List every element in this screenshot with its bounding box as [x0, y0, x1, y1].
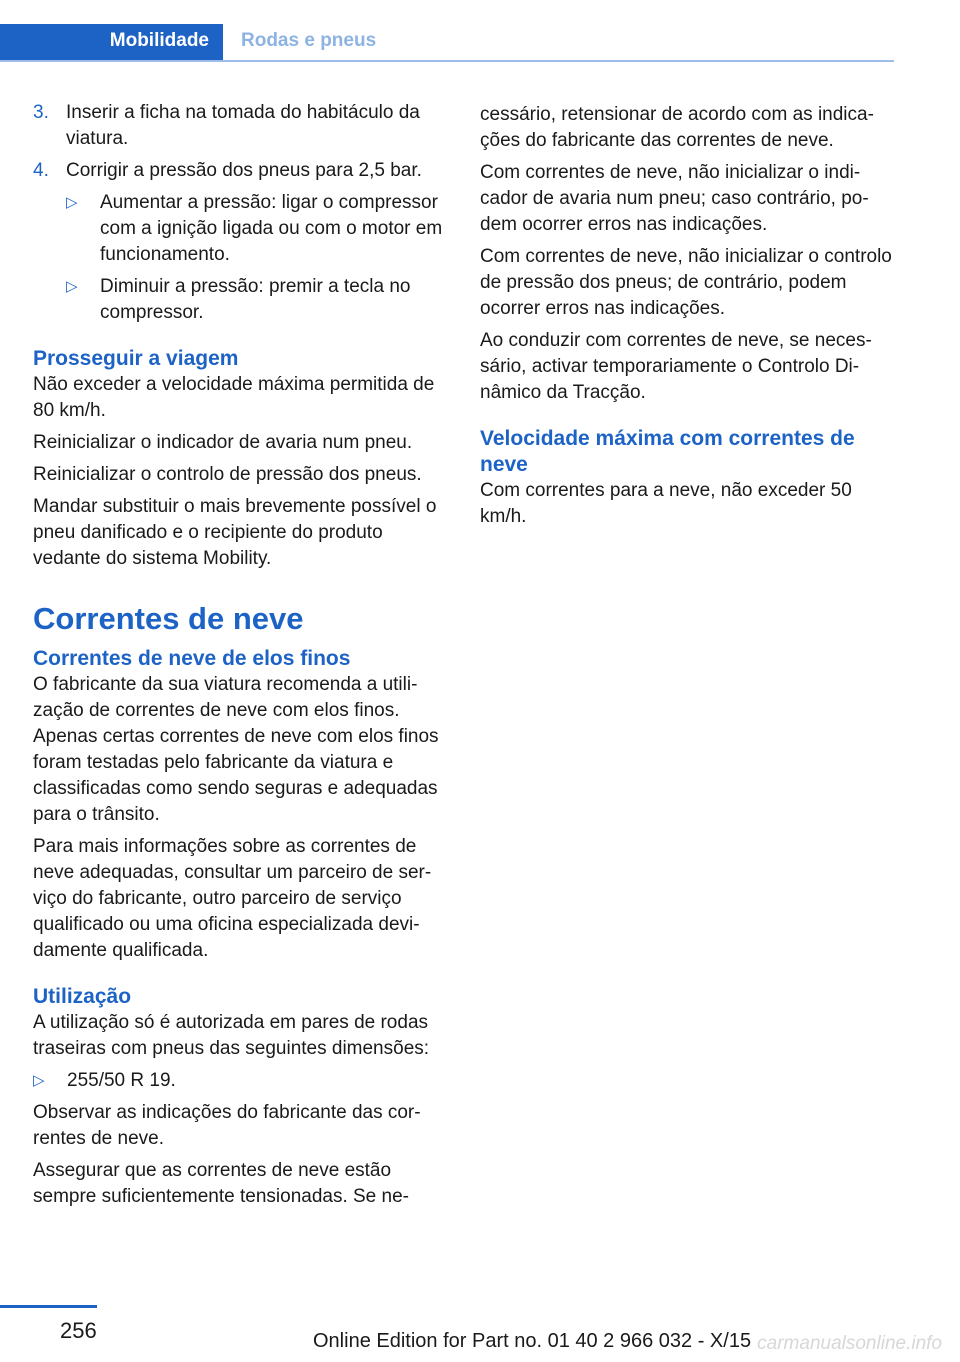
- paragraph: Com correntes de neve, não inicializar o indicador de avaria num pneu; caso contrário, podem ocorrer erros nas indicações.: [480, 162, 869, 235]
- triangle-right-icon: ▷: [66, 278, 78, 295]
- step-bullets: [66, 190, 451, 326]
- step-number: 4.: [33, 160, 49, 181]
- right-column: [480, 102, 898, 536]
- page-number: 256: [60, 1318, 97, 1343]
- list-item: [33, 1068, 451, 1094]
- list-item: [66, 190, 451, 268]
- header-divider: [0, 60, 894, 62]
- triangle-right-icon: ▷: [66, 194, 78, 211]
- bullet-text: Aumentar a pressão: ligar o compressor com a ignição ligada ou com o motor em funcionamento.: [100, 192, 443, 265]
- paragraph: Com correntes de neve, não inicializar o controlo de pressão dos pneus; de contrário, podem ocorrer erros nas indicações.: [480, 246, 892, 319]
- heading-correntes: Correntes de neve: [33, 601, 304, 636]
- heading-utilizacao: Utilização: [33, 985, 132, 1008]
- paragraph: cessário, retensionar de acordo com as indicações do fabricante das correntes de neve.: [480, 104, 874, 151]
- paragraph: O fabricante da sua viatura recomenda a utilização de correntes de neve com elos finos. Apenas certas correntes de neve com elos finos foram testadas pelo fabricante da viatura e classificadas como sendo seguras e adequadas para o trânsito.: [33, 674, 439, 825]
- bullet-text: 255/50 R 19.: [67, 1070, 176, 1091]
- edition-note: Online Edition for Part no. 01 40 2 966 032 - X/15: [313, 1330, 752, 1352]
- watermark: carmanualsonline.info: [757, 1333, 942, 1354]
- paragraph: Reinicializar o controlo de pressão dos pneus.: [33, 464, 422, 485]
- triangle-right-icon: ▷: [33, 1072, 45, 1089]
- paragraph: Observar as indicações do fabricante das correntes de neve.: [33, 1102, 421, 1149]
- paragraph: A utilização só é autorizada em pares de rodas traseiras com pneus das seguintes dimensões:: [33, 1012, 430, 1059]
- heading-velocidade: Velocidade máxima com correntes de neve: [480, 427, 855, 476]
- page-header: [0, 0, 894, 62]
- paragraph: Com correntes para a neve, não exceder 50 km/h.: [480, 480, 852, 527]
- left-column: [33, 100, 451, 1216]
- step-number: 3.: [33, 102, 49, 123]
- step-item: [33, 100, 451, 152]
- paragraph: Mandar substituir o mais brevemente possível o pneu danificado e o recipiente do produto vedante do sistema Mobility.: [33, 496, 437, 569]
- footer-accent-bar: [0, 1305, 97, 1308]
- subsection-tab-rodas: Rodas e pneus: [241, 30, 377, 51]
- heading-prosseguir: Prosseguir a viagem: [33, 347, 239, 370]
- step-text: Corrigir a pressão dos pneus para 2,5 bar.: [66, 160, 422, 181]
- paragraph: Reinicializar o indicador de avaria num pneu.: [33, 432, 413, 453]
- heading-elos-finos: Correntes de neve de elos finos: [33, 647, 351, 670]
- step-text: Inserir a ficha na tomada do habitáculo da viatura.: [66, 102, 420, 149]
- step-item: [33, 158, 451, 184]
- paragraph: Ao conduzir com correntes de neve, se necessário, activar temporariamente o Controlo Dinâmico da Tracção.: [480, 330, 872, 403]
- paragraph: Para mais informações sobre as correntes de neve adequadas, consultar um parceiro de serviço do fabricante, outro parceiro de serviço qualificado ou uma oficina especializada devidamente qualificada.: [33, 836, 432, 961]
- list-item: [66, 274, 451, 326]
- bullet-text: Diminuir a pressão: premir a tecla no compressor.: [100, 276, 411, 323]
- paragraph: Não exceder a velocidade máxima permitida de 80 km/h.: [33, 374, 435, 421]
- section-tab-mobilidade: [0, 24, 223, 61]
- paragraph: Assegurar que as correntes de neve estão sempre suficientemente tensionadas. Se ne-: [33, 1160, 409, 1207]
- section-tab-label: Mobilidade: [109, 30, 209, 51]
